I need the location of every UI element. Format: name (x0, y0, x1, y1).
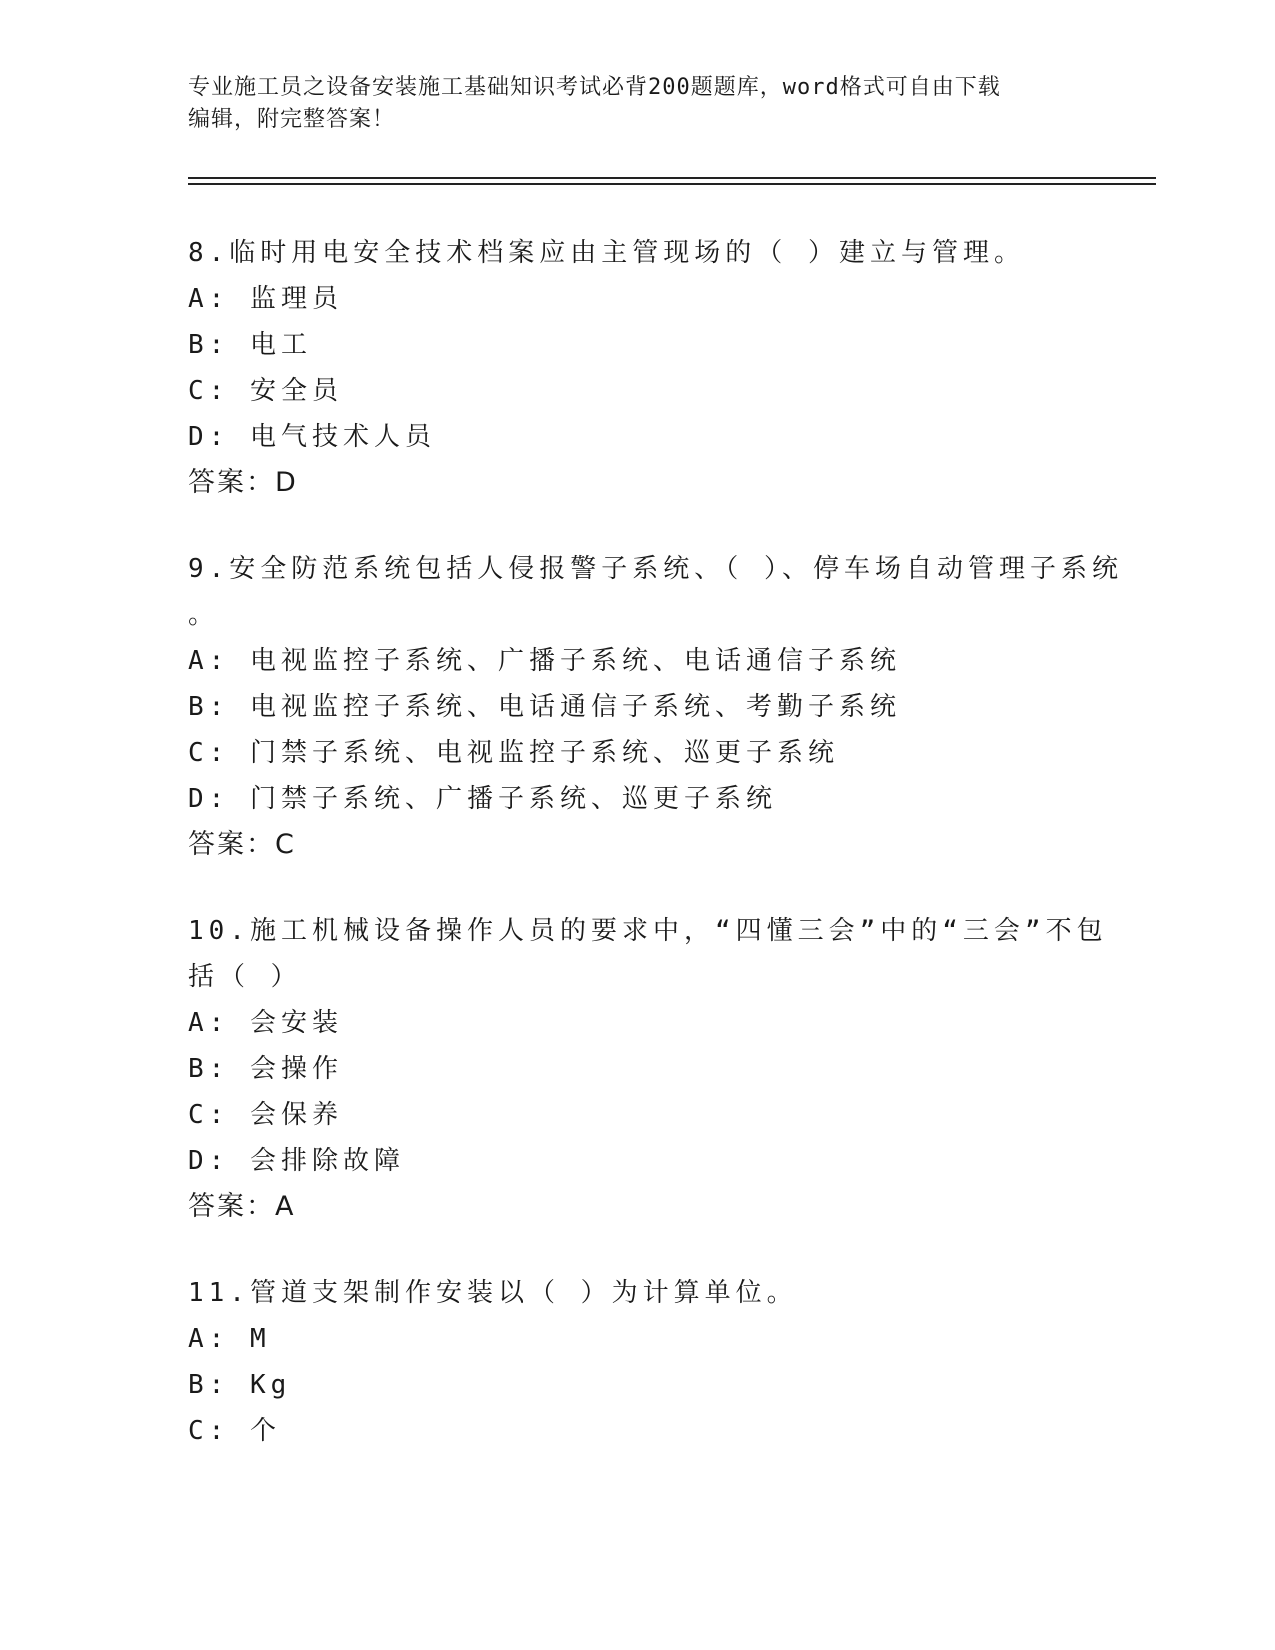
answer-line (188, 822, 1088, 868)
answer-line (188, 460, 1088, 506)
answer-line (188, 1184, 1088, 1230)
question-stem: 10.施工机械设备操作人员的要求中，“四懂三会”中的“三会”不包 (188, 916, 1108, 946)
option-b: B: 会操作 (188, 1054, 343, 1084)
answer-value: D (275, 467, 298, 498)
option-c: C: 门禁子系统、电视监控子系统、巡更子系统 (188, 738, 839, 768)
option-c: C: 安全员 (188, 376, 343, 406)
option-b: B: 电工 (188, 330, 312, 360)
question-10 (188, 908, 1108, 1230)
option-c: C: 个 (188, 1416, 281, 1446)
question-8 (188, 230, 1088, 506)
question-stem: 8.临时用电安全技术档案应由主管现场的（ ）建立与管理。 (188, 238, 1025, 268)
question-stem: 11.管道支架制作安装以（ ）为计算单位。 (188, 1278, 798, 1308)
option-b: B: Kg (188, 1370, 292, 1400)
header-divider-bottom (188, 183, 1156, 185)
header-line-1: 专业施工员之设备安装施工基础知识考试必背200题题库，word格式可自由下载 (188, 75, 1001, 100)
option-d: D: 电气技术人员 (188, 422, 436, 452)
header-line-2: 编辑，附完整答案！ (188, 107, 396, 132)
header-divider-top (188, 177, 1156, 179)
question-stem: 9.安全防范系统包括人侵报警子系统、（ ）、停车场自动管理子系统 (188, 554, 1123, 584)
option-a: A: 会安装 (188, 1008, 343, 1038)
question-stem-continued: 括（ ） (188, 962, 302, 992)
document-header (188, 72, 1088, 136)
answer-label: 答案： (188, 1191, 275, 1222)
question-9 (188, 546, 1123, 868)
option-c: C: 会保养 (188, 1100, 343, 1130)
question-stem-continued: 。 (188, 600, 220, 630)
answer-label: 答案： (188, 467, 275, 498)
option-a: A: M (188, 1324, 271, 1354)
option-d: D: 门禁子系统、广播子系统、巡更子系统 (188, 784, 777, 814)
question-11 (188, 1270, 1088, 1454)
answer-label: 答案： (188, 829, 275, 860)
option-d: D: 会排除故障 (188, 1146, 405, 1176)
option-a: A: 监理员 (188, 284, 343, 314)
answer-value: C (275, 829, 296, 860)
option-a: A: 电视监控子系统、广播子系统、电话通信子系统 (188, 646, 901, 676)
answer-value: A (275, 1191, 296, 1222)
option-b: B: 电视监控子系统、电话通信子系统、考勤子系统 (188, 692, 901, 722)
